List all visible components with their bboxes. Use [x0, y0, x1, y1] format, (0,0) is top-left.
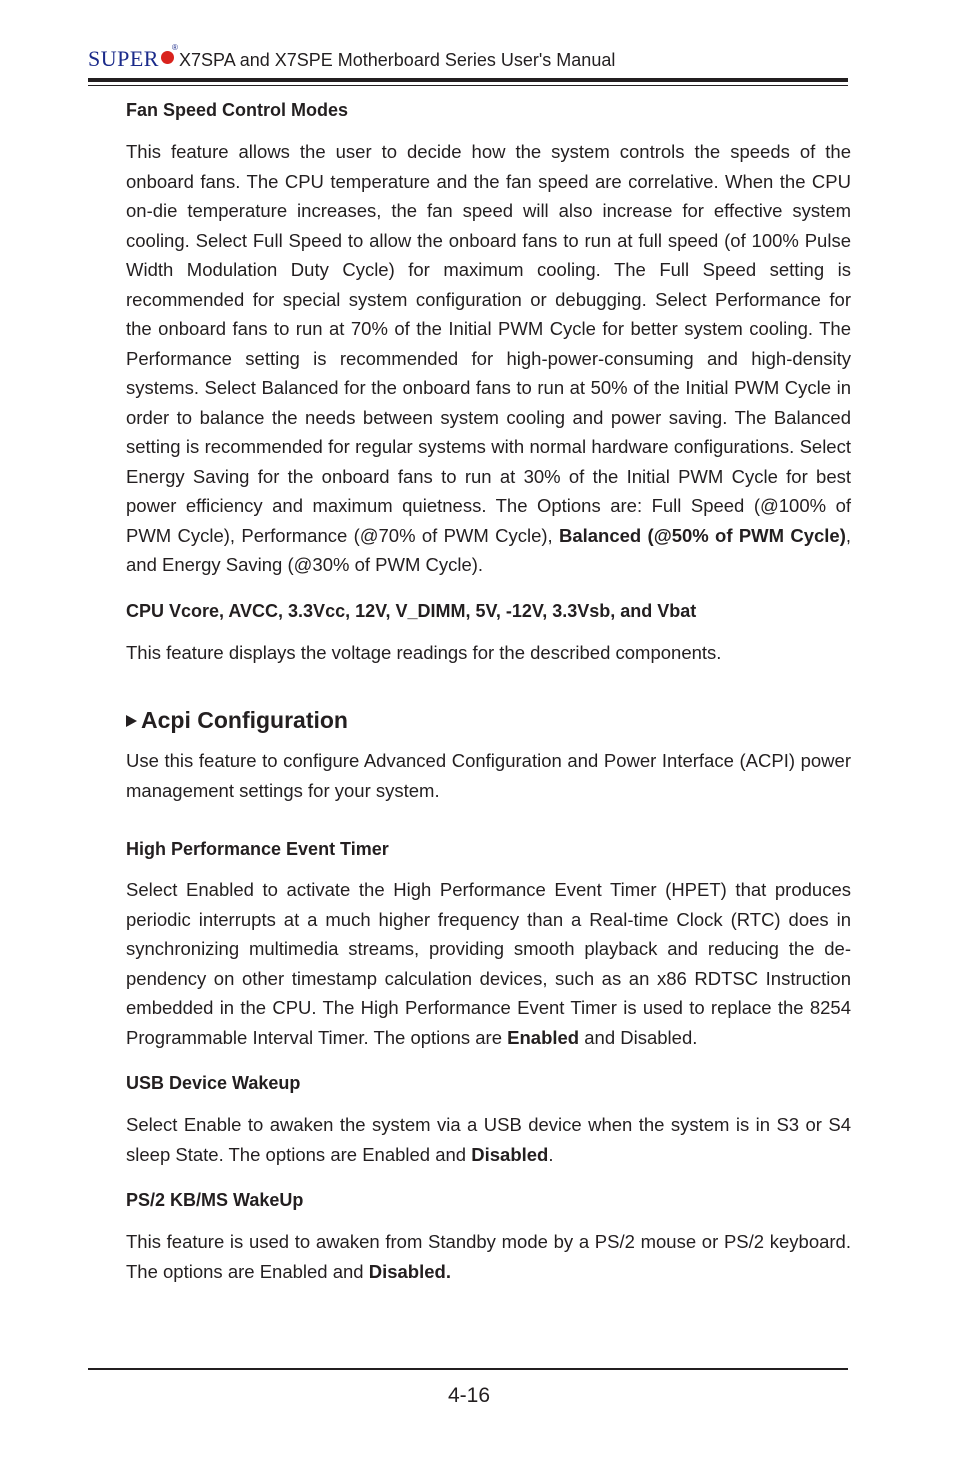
fan-speed-paragraph: This feature allows the user to decide how the system controls the speeds of the onboard fans. The CPU temperature and the fan speed are correlative. When the CPU on-die temperature increases, the fan speed will also increase for effective system cooling. Select Full Speed to allow the onboard fans to run at full speed (of 100% Pulse Width Modulation Duty Cycle) for maximum cooling. The Full Speed setting is recommended for special system configuration or debugging. Select Performance for the onboard fans to run at 70% of the Initial PWM Cycle for better system cooling. The Performance setting is recommended for high-power-consuming and high-density systems. Select Balanced for the onboard fans to run at 50% of the Initial PWM Cycle in order to balance the needs between system cooling and power saving. The Balanced setting is recommended for regular systems with normal hardware configurations. Select Energy Saving for the onboard fans to run at 30% of the Initial PWM Cycle for best power efficiency and maximum quietness. The Options are: Full Speed (@100% of PWM Cycle), Performance (@70% of PWM Cycle), Balanced (@50% of PWM Cycle), and Energy Saving (@30% of PWM Cycle). — [126, 141, 851, 575]
hpet-heading: High Performance Event Timer — [126, 839, 389, 859]
fan-speed-default-option: Balanced (@50% of PWM Cycle) — [558, 524, 846, 546]
ps2-wakeup-paragraph: This feature is used to awaken from Standby mode by a PS/2 mouse or PS/2 keyboard. The options are Enabled and Disabled. — [126, 1231, 851, 1282]
usb-wakeup-default-option: Disabled — [471, 1143, 549, 1165]
voltage-paragraph: This feature displays the voltage readings for the described components. — [126, 641, 722, 663]
acpi-section-heading: Acpi Configuration — [126, 705, 851, 735]
logo-dot-icon — [161, 51, 174, 64]
page-header — [88, 44, 848, 94]
usb-wakeup-heading: USB Device Wakeup — [126, 1073, 301, 1093]
fan-speed-heading: Fan Speed Control Modes — [126, 100, 349, 120]
voltage-heading: CPU Vcore, AVCC, 3.3Vcc, 12V, V_DIMM, 5V, -12V, 3.3Vsb, and Vbat — [126, 600, 697, 621]
hpet-default-option: Enabled — [507, 1026, 580, 1048]
ps2-wakeup-heading: PS/2 KB/MS WakeUp — [126, 1190, 304, 1210]
triangle-bullet-icon — [126, 715, 137, 727]
header-rule-thick — [88, 78, 848, 82]
acpi-paragraph: Use this feature to configure Advanced Configuration and Power Interface (ACPI) power management settings for your system. — [126, 750, 851, 801]
ps2-wakeup-default-option: Disabled. — [368, 1260, 451, 1282]
supermicro-logo: SUPER — [88, 46, 174, 72]
usb-wakeup-paragraph: Select Enable to awaken the system via a USB device when the system is in S3 or S4 sleep State. The options are Enabled and Disabled. — [126, 1114, 851, 1165]
page-number: 4-16 — [447, 1384, 491, 1407]
logo-registered-mark: ® — [172, 43, 178, 52]
manual-title: X7SPA and X7SPE Motherboard Series User's Manual — [179, 50, 616, 70]
page-content — [126, 99, 851, 1286]
header-rule-thin — [88, 85, 848, 86]
footer-rule — [88, 1368, 848, 1370]
hpet-paragraph: Select Enabled to activate the High Performance Event Timer (HPET) that produces periodic interrupts at a much higher frequency than a Real-time Clock (RTC) does in synchronizing multimedia streams, providing smooth playback and reducing the dependency on other timestamp calculation devices, such as an x86 RDTSC Instruction embedded in the CPU. The High Performance Event Timer is used to replace the 8254 Programmable Interval Timer. The options are Enabled and Disabled. — [126, 879, 851, 1048]
